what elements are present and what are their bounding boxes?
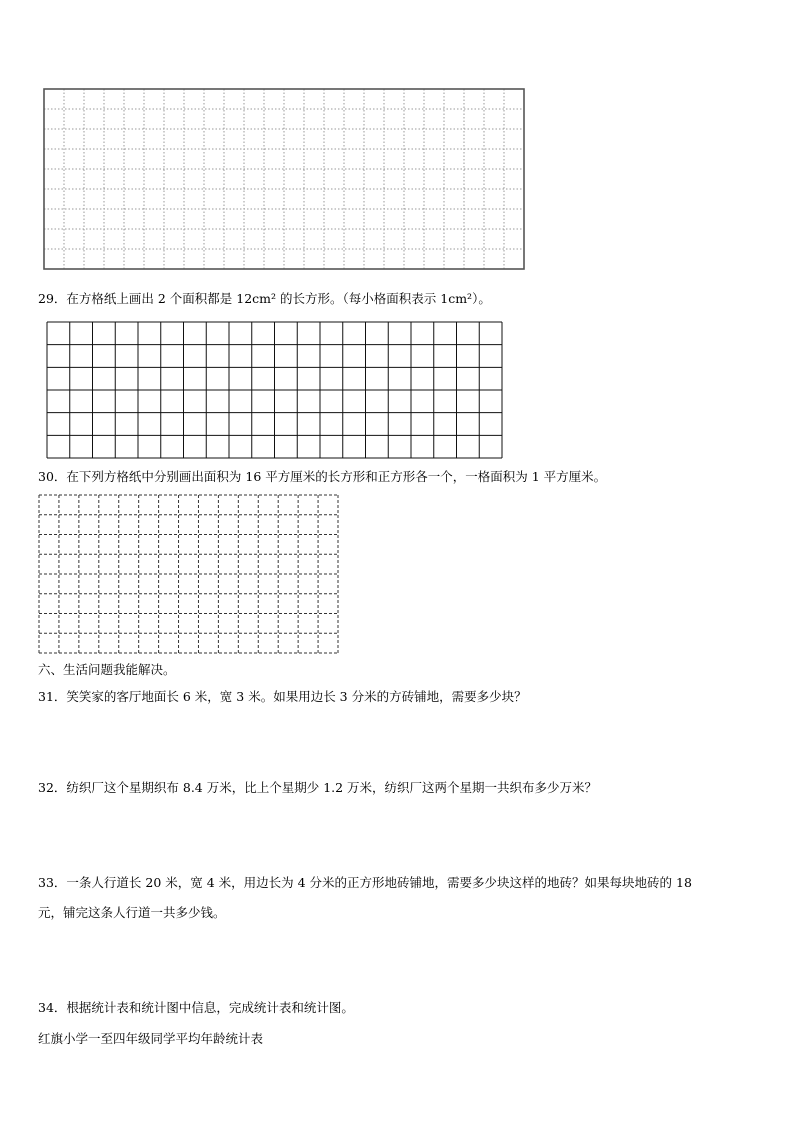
question-34-number: 34． [38,1000,67,1015]
statistics-table-title: 红旗小学一至四年级同学平均年龄统计表 [38,1031,264,1046]
question-33-line-1 [38,875,692,891]
question-30 [38,469,606,485]
question-31-text: 笑笑家的客厅地面长 6 米，宽 3 米。如果用边长 3 分米的方砖铺地，需要多少块？ [66,689,527,704]
question-31 [38,689,527,705]
question-34 [38,1000,354,1016]
question-33-text-line-1: 一条人行道长 20 米，宽 4 米，用边长为 4 分米的正方形地砖铺地，需要多少块这样的地砖？如果每块地砖的 18 [66,875,692,890]
dashed-grid-paper-q30 [38,494,340,654]
question-34-text: 根据统计表和统计图中信息，完成统计表和统计图。 [66,1000,354,1015]
section-6-heading: 六、生活问题我能解决。 [38,662,176,677]
question-30-text: 在下列方格纸中分别画出面积为 16 平方厘米的长方形和正方形各一个，一格面积为 1 平方厘米。 [66,469,607,484]
question-29-text: 在方格纸上画出 2 个面积都是 12cm² 的长方形。（每小格面积表示 1cm²）。 [66,291,491,306]
question-31-number: 31． [38,689,67,704]
solid-grid-paper-q29 [46,321,504,459]
dotted-grid-paper-top [42,87,526,271]
question-33-line-2: 元，铺完这条人行道一共多少钱。 [38,905,226,920]
question-32-text: 纺织厂这个星期织布 8.4 万米，比上个星期少 1.2 万米，纺织厂这两个星期一共织布多少万米？ [66,780,598,795]
question-32-number: 32． [38,780,67,795]
question-29-number: 29． [38,291,67,306]
grid-border [44,89,524,269]
question-30-number: 30． [38,469,67,484]
question-33-number: 33． [38,875,67,890]
question-29 [38,291,491,307]
question-32 [38,780,597,796]
